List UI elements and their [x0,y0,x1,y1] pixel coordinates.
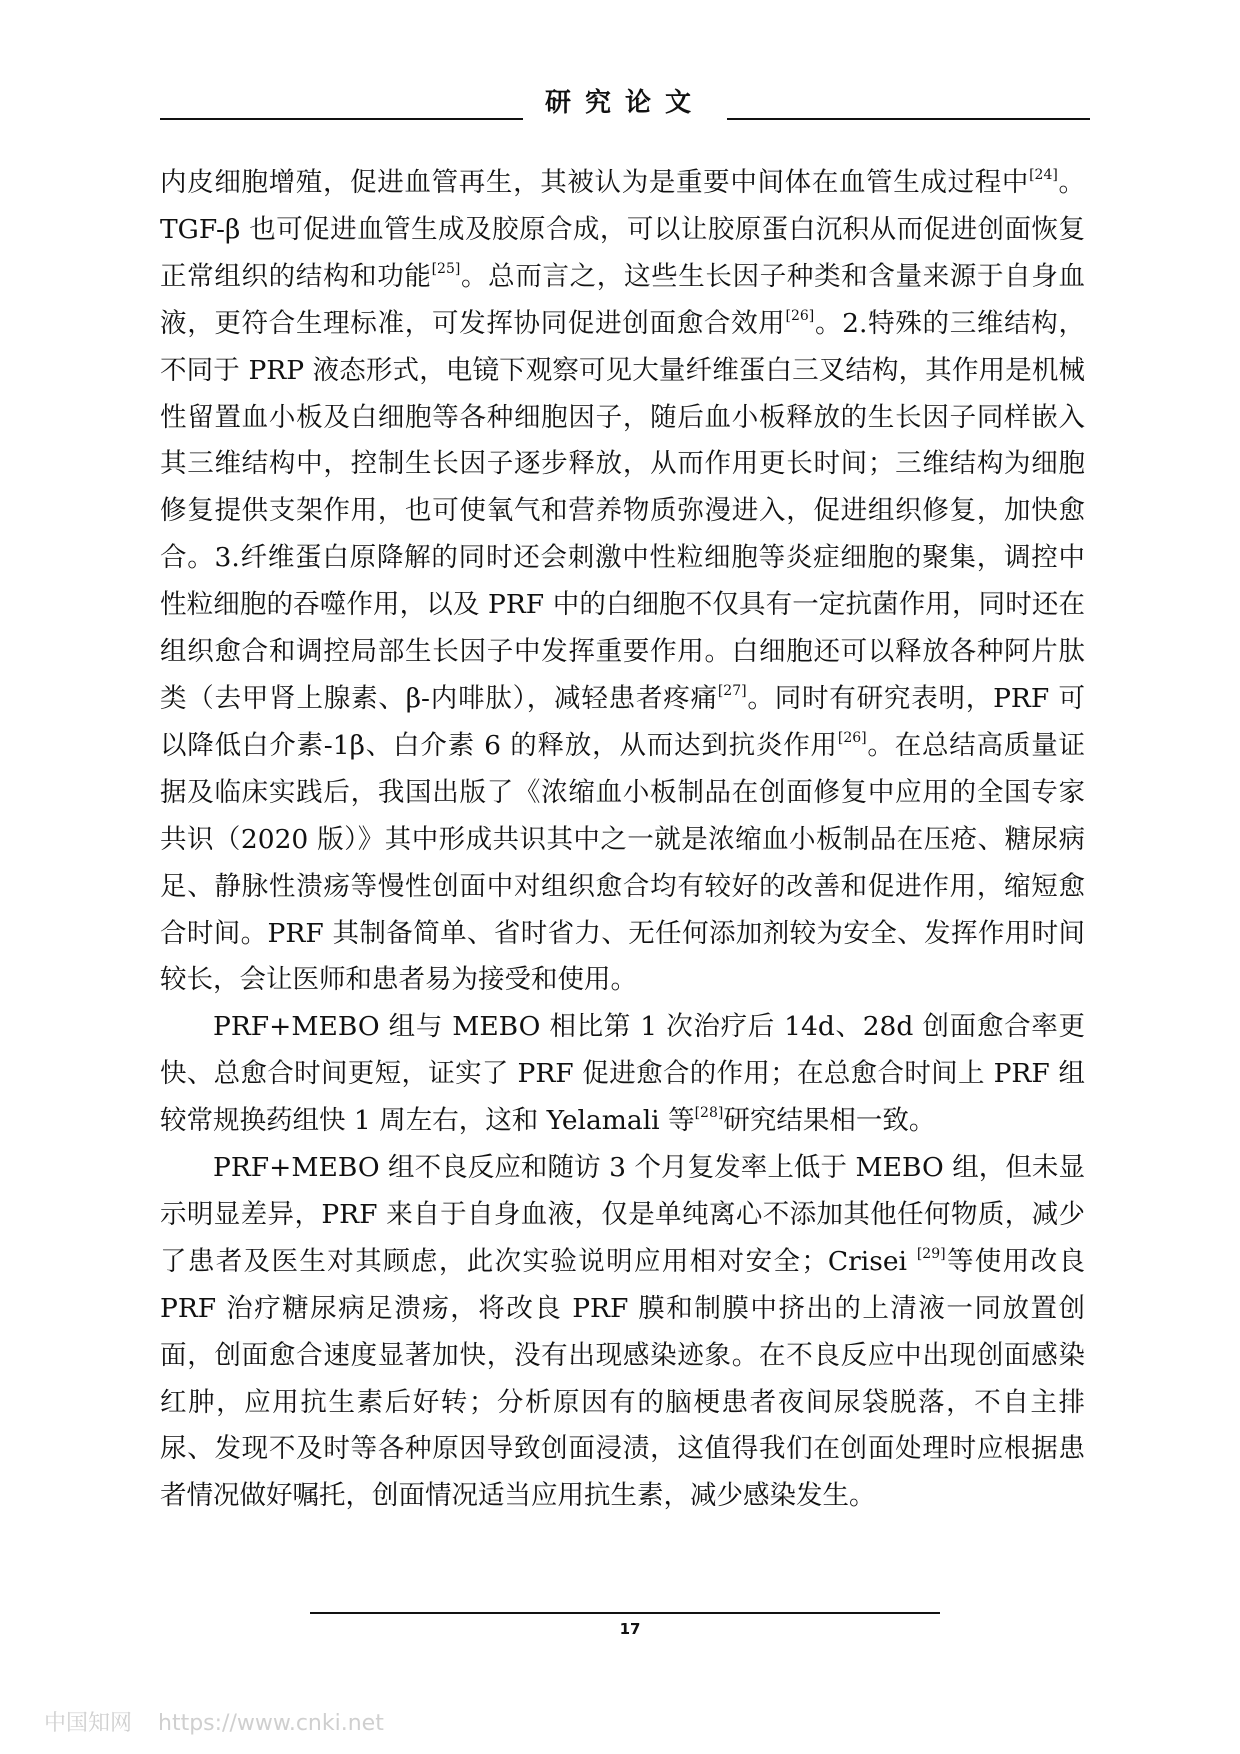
footer-rule [310,1612,940,1614]
body-text [160,160,1085,1520]
paragraph [160,1004,1085,1145]
running-header [160,80,1090,128]
watermark-brand: 中国知网 [44,1711,133,1736]
text-run: 。TGF-β 也可促进血管生成及胶原合成，可以让胶原蛋白沉积从而促进创面恢复正常组织的结构和功能 [160,167,1086,292]
paragraph [160,1145,1085,1520]
watermark-url: https://www.cnki.net [158,1711,384,1736]
citation-marker: [29] [916,1245,946,1262]
text-run: PRF+MEBO 组不良反应和随访 3 个月复发率上低于 MEBO 组，但未显示明显差异，PRF 来自于自身血液，仅是单纯离心不添加其他任何物质，减少了患者及医生对其顾虑，此次实验说明应用相对安全；Crisei [160,1152,1085,1277]
citation-marker: [25] [431,260,461,277]
page-number: 17 [619,1620,641,1638]
text-run: 内皮细胞增殖，促进血管再生，其被认为是重要中间体在血管生成过程中 [160,167,1030,198]
text-run: 。同时有研究表明，PRF 可以降低白介素-1β、白介素 6 的释放，从而达到抗炎作用 [160,682,1085,761]
text-run: 研究结果相一致。 [723,1105,936,1137]
text-run: 等使用改良 PRF 治疗糖尿病足溃疡，将改良 PRF 膜和制膜中挤出的上清液一同放置创面，创面愈合速度显著加快，没有出现感染迹象。在不良反应中出现创面感染红肿，应用抗生素后好转；分析原因有的脑梗患者夜间尿袋脱落，不自主排尿、发现不及时等各种原因导致创面浸渍，这值得我们在创面处理时应根据患者情况做好嘱托，创面情况适当应用抗生素，减少感染发生。 [160,1245,1085,1512]
citation-marker: [28] [694,1105,724,1122]
citation-marker: [26] [837,729,867,746]
header-title: 研究论文 [523,86,727,120]
text-run: 。2.特殊的三维结构，不同于 PRP 液态形式，电镜下观察可见大量纤维蛋白三叉结构，其作用是机械性留置血小板及白细胞等各种细胞因子，随后血小板释放的生长因子同样嵌入其三维结构中，控制生长因子逐步释放，从而作用更长时间；三维结构为细胞修复提供支架作用，也可使氧气和营养物质弥漫进入，促进组织修复，加快愈合。3.纤维蛋白原降解的同时还会刺激中性粒细胞等炎症细胞的聚集，调控中性粒细胞的吞噬作用，以及 PRF 中的白细胞不仅具有一定抗菌作用，同时还在组织愈合和调控局部生长因子中发挥重要作用。白细胞还可以释放各种阿片肽类（去甲肾上腺素、β-内啡肽），减轻患者疼痛 [160,307,1085,714]
text-run: 。在总结高质量证据及临床实践后，我国出版了《浓缩血小板制品在创面修复中应用的全国专家共识（2020 版）》其中形成共识其中之一就是浓缩血小板制品在压疮、糖尿病足、静脉性溃疡等慢性创面中对组织愈合均有较好的改善和促进作用，缩短愈合时间。PRF 其制备简单、省时省力、无任何添加剂较为安全、发挥作用时间较长，会让医师和患者易为接受和使用。 [160,729,1086,996]
text-run: 。总而言之，这些生长因子种类和含量来源于自身血液，更符合生理标准，可发挥协同促进创面愈合效用 [160,260,1086,339]
text-run: PRF+MEBO 组与 MEBO 相比第 1 次治疗后 14d、28d 创面愈合率更快、总愈合时间更短，证实了 PRF 促进愈合的作用；在总愈合时间上 PRF 组较常规换药组快 1 周左右，这和 Yelamali 等 [160,1011,1085,1137]
citation-marker: [24] [1029,167,1058,183]
paragraph [160,160,1085,1004]
citation-marker: [27] [717,682,747,699]
watermark [44,1706,384,1737]
citation-marker: [26] [785,307,815,324]
